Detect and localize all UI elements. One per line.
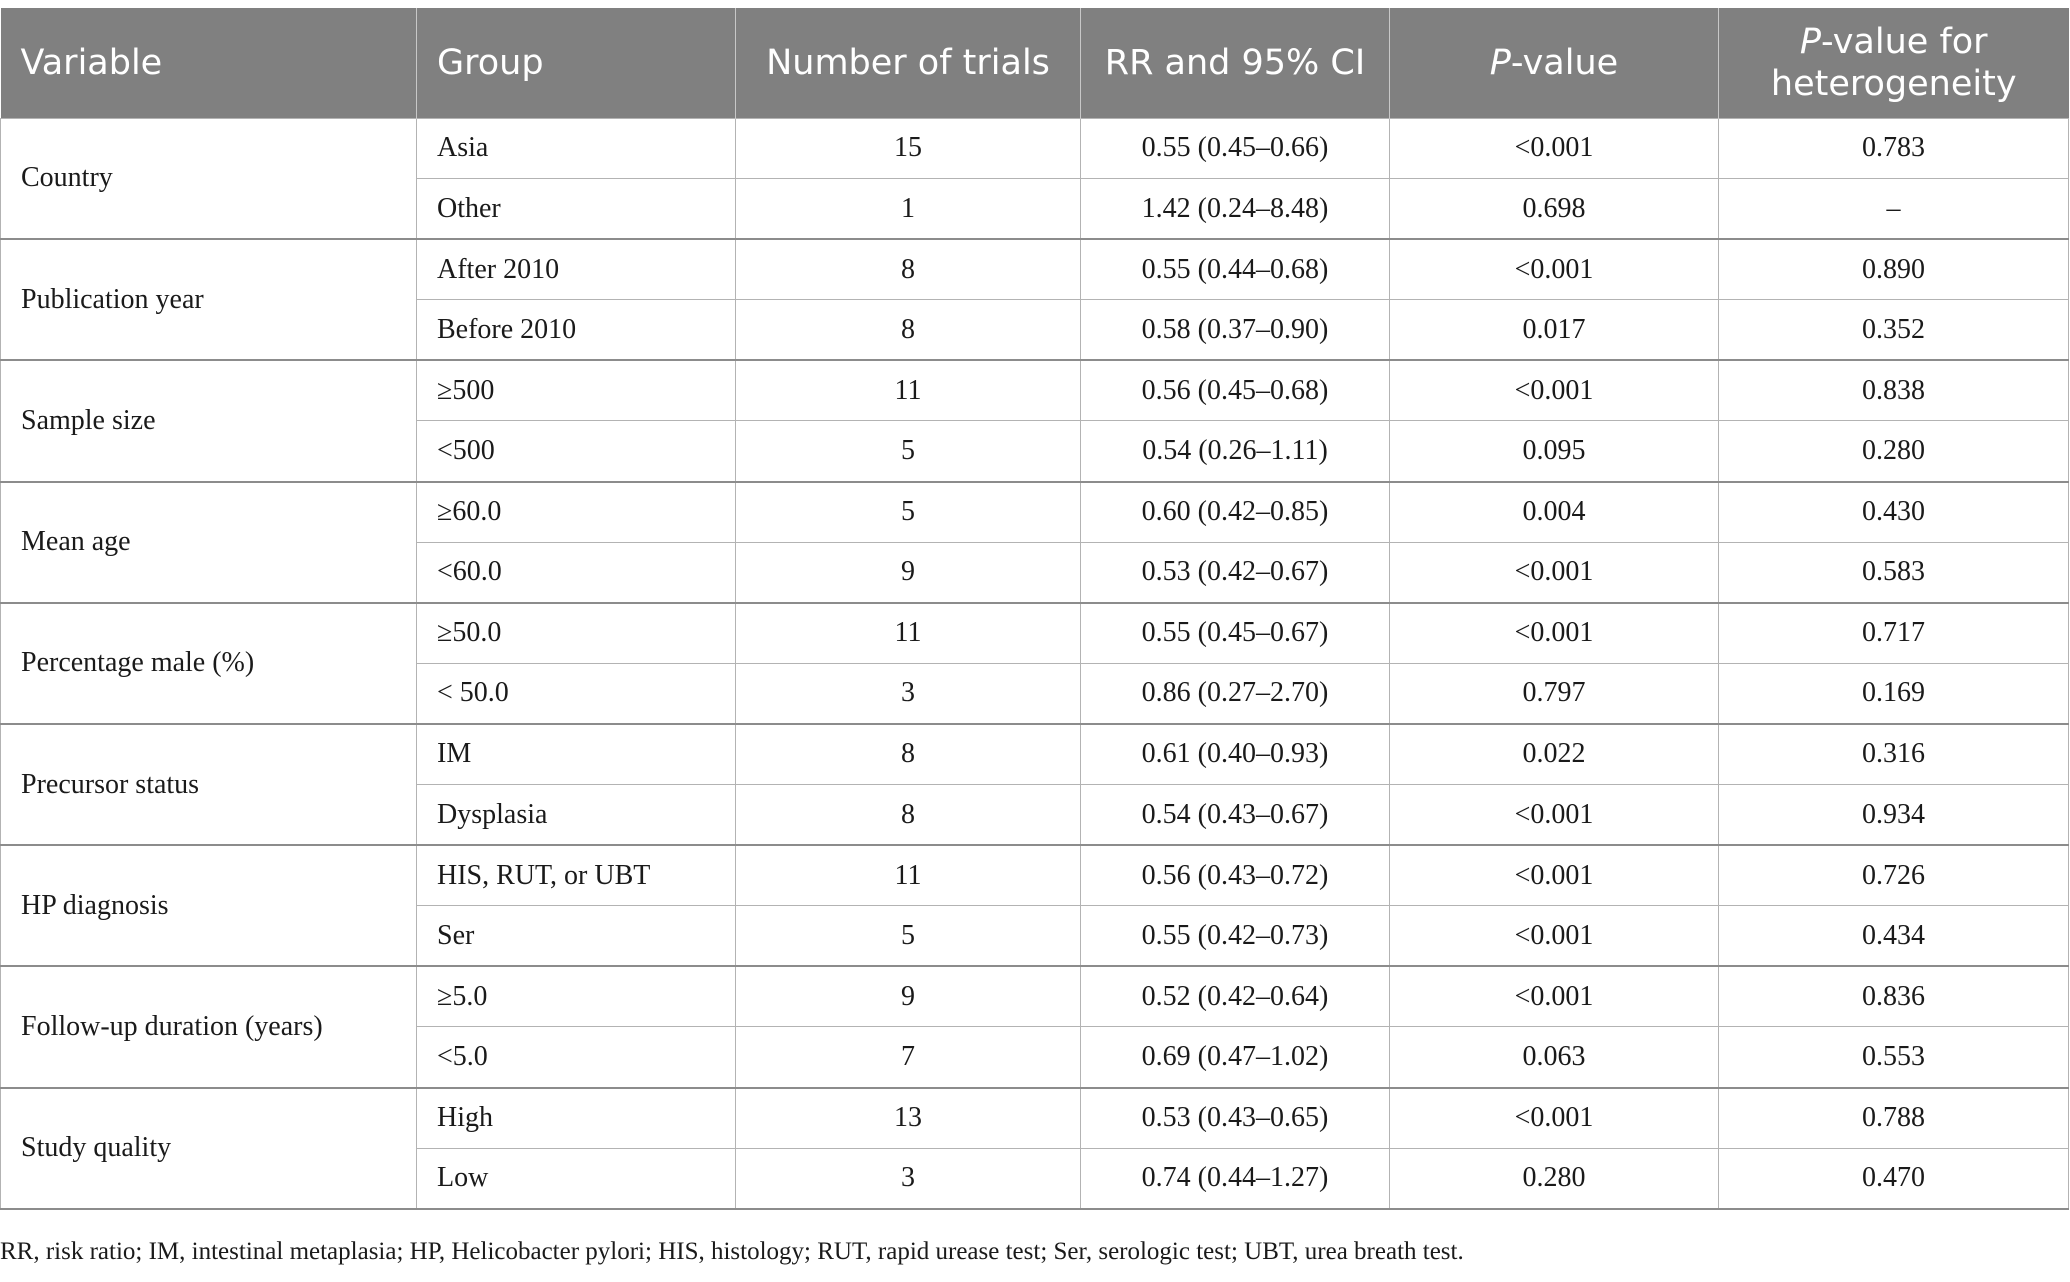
p-value-cell: <0.001 bbox=[1390, 1088, 1719, 1149]
rr-cell: 0.56 (0.45–0.68) bbox=[1081, 360, 1390, 421]
variable-cell: Mean age bbox=[1, 482, 417, 603]
p-het-cell: 0.838 bbox=[1719, 360, 2069, 421]
header-group: Group bbox=[417, 8, 736, 118]
group-cell: Low bbox=[417, 1148, 736, 1209]
header-number-of-trials: Number of trials bbox=[736, 8, 1081, 118]
rr-cell: 0.60 (0.42–0.85) bbox=[1081, 482, 1390, 543]
variable-cell: HP diagnosis bbox=[1, 845, 417, 966]
trials-cell: 8 bbox=[736, 300, 1081, 361]
p-value-cell: <0.001 bbox=[1390, 906, 1719, 967]
p-het-cell: 0.169 bbox=[1719, 663, 2069, 724]
subgroup-analysis-table bbox=[0, 8, 2069, 1210]
header-p-value-rest: -value bbox=[1510, 42, 1619, 83]
rr-cell: 0.74 (0.44–1.27) bbox=[1081, 1148, 1390, 1209]
table-footnote: RR, risk ratio; IM, intestinal metaplasia; HP, Helicobacter pylori; HIS, histology; RUT, rapid urease test; Ser, serologic test; UBT, urea breath test. bbox=[0, 1238, 1464, 1265]
header-variable: Variable bbox=[1, 8, 417, 118]
p-het-cell: 0.836 bbox=[1719, 966, 2069, 1027]
p-value-cell: <0.001 bbox=[1390, 542, 1719, 603]
group-cell: Asia bbox=[417, 118, 736, 179]
header-rr-ci: RR and 95% CI bbox=[1081, 8, 1390, 118]
p-het-cell: – bbox=[1719, 179, 2069, 240]
group-cell: Ser bbox=[417, 906, 736, 967]
p-het-cell: 0.890 bbox=[1719, 239, 2069, 300]
p-value-cell: <0.001 bbox=[1390, 603, 1719, 664]
p-het-cell: 0.280 bbox=[1719, 421, 2069, 482]
rr-cell: 0.52 (0.42–0.64) bbox=[1081, 966, 1390, 1027]
p-het-cell: 0.316 bbox=[1719, 724, 2069, 785]
p-het-cell: 0.934 bbox=[1719, 785, 2069, 846]
rr-cell: 0.55 (0.45–0.66) bbox=[1081, 118, 1390, 179]
p-value-cell: <0.001 bbox=[1390, 239, 1719, 300]
variable-cell: Percentage male (%) bbox=[1, 603, 417, 724]
rr-cell: 0.55 (0.44–0.68) bbox=[1081, 239, 1390, 300]
trials-cell: 11 bbox=[736, 603, 1081, 664]
group-cell: Other bbox=[417, 179, 736, 240]
trials-cell: 11 bbox=[736, 360, 1081, 421]
rr-cell: 0.55 (0.45–0.67) bbox=[1081, 603, 1390, 664]
table-row bbox=[1, 845, 2069, 906]
header-p-value bbox=[1390, 8, 1719, 118]
p-value-cell: 0.017 bbox=[1390, 300, 1719, 361]
p-value-cell: <0.001 bbox=[1390, 966, 1719, 1027]
variable-cell: Precursor status bbox=[1, 724, 417, 845]
table-row bbox=[1, 118, 2069, 179]
trials-cell: 3 bbox=[736, 1148, 1081, 1209]
group-cell: High bbox=[417, 1088, 736, 1149]
trials-cell: 11 bbox=[736, 845, 1081, 906]
trials-cell: 9 bbox=[736, 542, 1081, 603]
group-cell: <500 bbox=[417, 421, 736, 482]
variable-cell: Publication year bbox=[1, 239, 417, 360]
group-cell: ≥500 bbox=[417, 360, 736, 421]
group-cell: <60.0 bbox=[417, 542, 736, 603]
p-het-cell: 0.783 bbox=[1719, 118, 2069, 179]
table-row bbox=[1, 603, 2069, 664]
table-row bbox=[1, 1088, 2069, 1149]
p-het-cell: 0.788 bbox=[1719, 1088, 2069, 1149]
rr-cell: 0.58 (0.37–0.90) bbox=[1081, 300, 1390, 361]
table-row bbox=[1, 239, 2069, 300]
rr-cell: 0.54 (0.26–1.11) bbox=[1081, 421, 1390, 482]
group-cell: After 2010 bbox=[417, 239, 736, 300]
group-cell: ≥50.0 bbox=[417, 603, 736, 664]
rr-cell: 0.69 (0.47–1.02) bbox=[1081, 1027, 1390, 1088]
p-value-cell: 0.280 bbox=[1390, 1148, 1719, 1209]
rr-cell: 0.86 (0.27–2.70) bbox=[1081, 663, 1390, 724]
trials-cell: 9 bbox=[736, 966, 1081, 1027]
header-p-het-rest-1: -value for bbox=[1821, 21, 1988, 62]
header-p-value-italic: P bbox=[1489, 42, 1511, 83]
trials-cell: 1 bbox=[736, 179, 1081, 240]
table-header-row bbox=[1, 8, 2069, 118]
rr-cell: 1.42 (0.24–8.48) bbox=[1081, 179, 1390, 240]
group-cell: Before 2010 bbox=[417, 300, 736, 361]
group-cell: Dysplasia bbox=[417, 785, 736, 846]
rr-cell: 0.53 (0.42–0.67) bbox=[1081, 542, 1390, 603]
p-value-cell: 0.004 bbox=[1390, 482, 1719, 543]
p-value-cell: <0.001 bbox=[1390, 785, 1719, 846]
variable-cell: Country bbox=[1, 118, 417, 239]
trials-cell: 8 bbox=[736, 724, 1081, 785]
trials-cell: 5 bbox=[736, 482, 1081, 543]
p-value-cell: <0.001 bbox=[1390, 118, 1719, 179]
rr-cell: 0.54 (0.43–0.67) bbox=[1081, 785, 1390, 846]
p-het-cell: 0.352 bbox=[1719, 300, 2069, 361]
trials-cell: 5 bbox=[736, 421, 1081, 482]
table-row bbox=[1, 724, 2069, 785]
rr-cell: 0.56 (0.43–0.72) bbox=[1081, 845, 1390, 906]
group-cell: < 50.0 bbox=[417, 663, 736, 724]
p-het-cell: 0.470 bbox=[1719, 1148, 2069, 1209]
rr-cell: 0.55 (0.42–0.73) bbox=[1081, 906, 1390, 967]
rr-cell: 0.61 (0.40–0.93) bbox=[1081, 724, 1390, 785]
rr-cell: 0.53 (0.43–0.65) bbox=[1081, 1088, 1390, 1149]
variable-cell: Follow-up duration (years) bbox=[1, 966, 417, 1087]
p-value-cell: 0.095 bbox=[1390, 421, 1719, 482]
p-value-cell: <0.001 bbox=[1390, 845, 1719, 906]
trials-cell: 13 bbox=[736, 1088, 1081, 1149]
trials-cell: 8 bbox=[736, 785, 1081, 846]
trials-cell: 5 bbox=[736, 906, 1081, 967]
trials-cell: 15 bbox=[736, 118, 1081, 179]
p-value-cell: 0.063 bbox=[1390, 1027, 1719, 1088]
header-p-het-rest-2: heterogeneity bbox=[1770, 63, 2017, 104]
table-row bbox=[1, 360, 2069, 421]
table-row bbox=[1, 966, 2069, 1027]
group-cell: IM bbox=[417, 724, 736, 785]
group-cell: ≥5.0 bbox=[417, 966, 736, 1027]
table-body bbox=[1, 118, 2069, 1209]
p-value-cell: <0.001 bbox=[1390, 360, 1719, 421]
variable-cell: Sample size bbox=[1, 360, 417, 481]
p-het-cell: 0.553 bbox=[1719, 1027, 2069, 1088]
p-value-cell: 0.698 bbox=[1390, 179, 1719, 240]
trials-cell: 3 bbox=[736, 663, 1081, 724]
group-cell: <5.0 bbox=[417, 1027, 736, 1088]
p-value-cell: 0.022 bbox=[1390, 724, 1719, 785]
p-het-cell: 0.726 bbox=[1719, 845, 2069, 906]
header-p-het-italic: P bbox=[1799, 21, 1822, 62]
group-cell: HIS, RUT, or UBT bbox=[417, 845, 736, 906]
variable-cell: Study quality bbox=[1, 1088, 417, 1209]
table-row bbox=[1, 482, 2069, 543]
header-p-heterogeneity bbox=[1719, 8, 2069, 118]
trials-cell: 8 bbox=[736, 239, 1081, 300]
p-het-cell: 0.430 bbox=[1719, 482, 2069, 543]
p-het-cell: 0.717 bbox=[1719, 603, 2069, 664]
p-het-cell: 0.583 bbox=[1719, 542, 2069, 603]
group-cell: ≥60.0 bbox=[417, 482, 736, 543]
trials-cell: 7 bbox=[736, 1027, 1081, 1088]
p-value-cell: 0.797 bbox=[1390, 663, 1719, 724]
p-het-cell: 0.434 bbox=[1719, 906, 2069, 967]
